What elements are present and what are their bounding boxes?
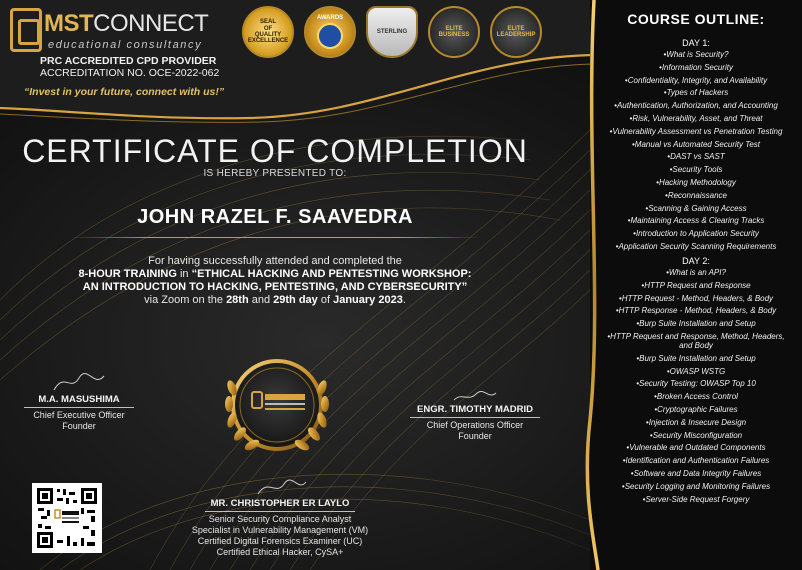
awards-badge-icon: AWARDS [304, 6, 356, 58]
accreditation-title: PRC ACCREDITED CPD PROVIDER [40, 55, 217, 67]
signature-scribble-icon [450, 390, 500, 404]
course-outline-title: COURSE OUTLINE: [627, 11, 765, 27]
outline-topic: • Burp Suite Installation and Setup [598, 354, 794, 363]
signature-scribble-icon [250, 478, 310, 498]
qr-code-icon[interactable] [32, 483, 102, 553]
outline-topic: • HTTP Request - Method, Headers, & Body [598, 294, 794, 303]
outline-topic: • Broken Access Control [598, 392, 794, 401]
outline-topic: • Risk, Vulnerability, Asset, and Threat [598, 114, 794, 123]
day2-label: DAY 2: [682, 255, 710, 266]
tagline: “Invest in your future, connect with us!” [24, 86, 225, 98]
outline-topic: • Application Security Scanning Requirements [598, 242, 794, 251]
outline-topic: • Server-Side Request Forgery [598, 495, 794, 504]
outline-topic: • Security Misconfiguration [598, 431, 794, 440]
outline-topic: • Manual vs Automated Security Test [598, 140, 794, 149]
outline-topic: • Types of Hackers [598, 88, 794, 97]
signature-scribble-icon [49, 370, 109, 394]
outline-topic: • Identification and Authentication Failures [598, 456, 794, 465]
day1-topics [598, 50, 794, 251]
brand-subtitle: educational consultancy [48, 39, 203, 51]
course-outline-list [598, 38, 794, 507]
laurel-seal-icon [218, 348, 336, 466]
outline-topic: • Confidentiality, Integrity, and Availability [598, 76, 794, 85]
outline-topic: • Security Tools [598, 165, 794, 174]
outline-topic: • Software and Data Integrity Failures [598, 469, 794, 478]
outline-topic: • Information Security [598, 63, 794, 72]
signature-ceo: M.A. MASUSHIMA Chief Executive Officer Founder [14, 370, 144, 432]
outline-topic: • Maintaining Access & Clearing Tracks [598, 216, 794, 225]
day2-topics [598, 268, 794, 504]
brand-name: MSTCONNECT [44, 10, 209, 37]
elite-business-badge-icon: ELITE BUSINESS [428, 6, 480, 58]
outline-topic: • HTTP Request and Response, Method, Headers, and Body [598, 332, 794, 350]
outline-topic: • Vulnerability Assessment vs Penetration Testing [598, 127, 794, 136]
signature-trainer: MR. CHRISTOPHER ER LAYLO Senior Security Compliance Analyst Specialist in Vulnerability Management (VM) Certified Digital Forensics Examiner (UC) Certified Ethical Hacker, CySA+ [180, 478, 380, 558]
outline-topic: • Reconnaissance [598, 191, 794, 200]
elite-leadership-badge-icon: ELITE LEADERSHIP [490, 6, 542, 58]
outline-topic: • Scanning & Gaining Access [598, 204, 794, 213]
signature-coo: ENGR. TIMOTHY MADRID Chief Operations Officer Founder [400, 390, 550, 442]
outline-topic: • Security Testing: OWASP Top 10 [598, 379, 794, 388]
outline-topic: • Introduction to Application Security [598, 229, 794, 238]
outline-topic: • Authentication, Authorization, and Accounting [598, 101, 794, 110]
sterling-badge-icon: STERLING [366, 6, 418, 58]
logo-mark-icon [10, 8, 42, 52]
outline-topic: • DAST vs SAST [598, 152, 794, 161]
outline-topic: • Hacking Methodology [598, 178, 794, 187]
award-badges [242, 6, 542, 58]
outline-topic: • Security Logging and Monitoring Failures [598, 482, 794, 491]
accreditation-number: ACCREDITATION NO. OCE-2022-062 [40, 67, 220, 79]
outline-topic: • Cryptographic Failures [598, 405, 794, 414]
quality-seal-badge-icon: SEAL OF QUALITY EXCELLENCE [242, 6, 294, 58]
completion-statement: For having successfully attended and completed the 8-HOUR TRAINING in “ETHICAL HACKING AND PENTESTING WORKSHOP: AN INTRODUCTION TO HACKING, PENTESTING, AND CYBERSECURITY” via Zoom on the 28th and 29th day of January 2023. [78, 255, 472, 306]
recipient-name: JOHN RAZEL F. SAAVEDRA [137, 206, 413, 228]
day1-label: DAY 1: [682, 38, 710, 48]
certificate-title: CERTIFICATE OF COMPLETION [22, 133, 528, 169]
outline-topic: • Vulnerable and Outdated Components [598, 443, 794, 452]
outline-topic: • Injection & Insecure Design [598, 418, 794, 427]
outline-topic: • HTTP Response - Method, Headers, & Body [598, 306, 794, 315]
outline-topic: • OWASP WSTG [598, 367, 794, 376]
outline-topic: • What is Security? [598, 50, 794, 59]
outline-topic: • HTTP Request and Response [598, 281, 794, 290]
outline-topic: • What is an API? [598, 268, 794, 277]
recipient-underline [70, 237, 480, 238]
outline-topic: • Burp Suite Installation and Setup [598, 319, 794, 328]
presented-to: IS HEREBY PRESENTED TO: [203, 168, 347, 179]
